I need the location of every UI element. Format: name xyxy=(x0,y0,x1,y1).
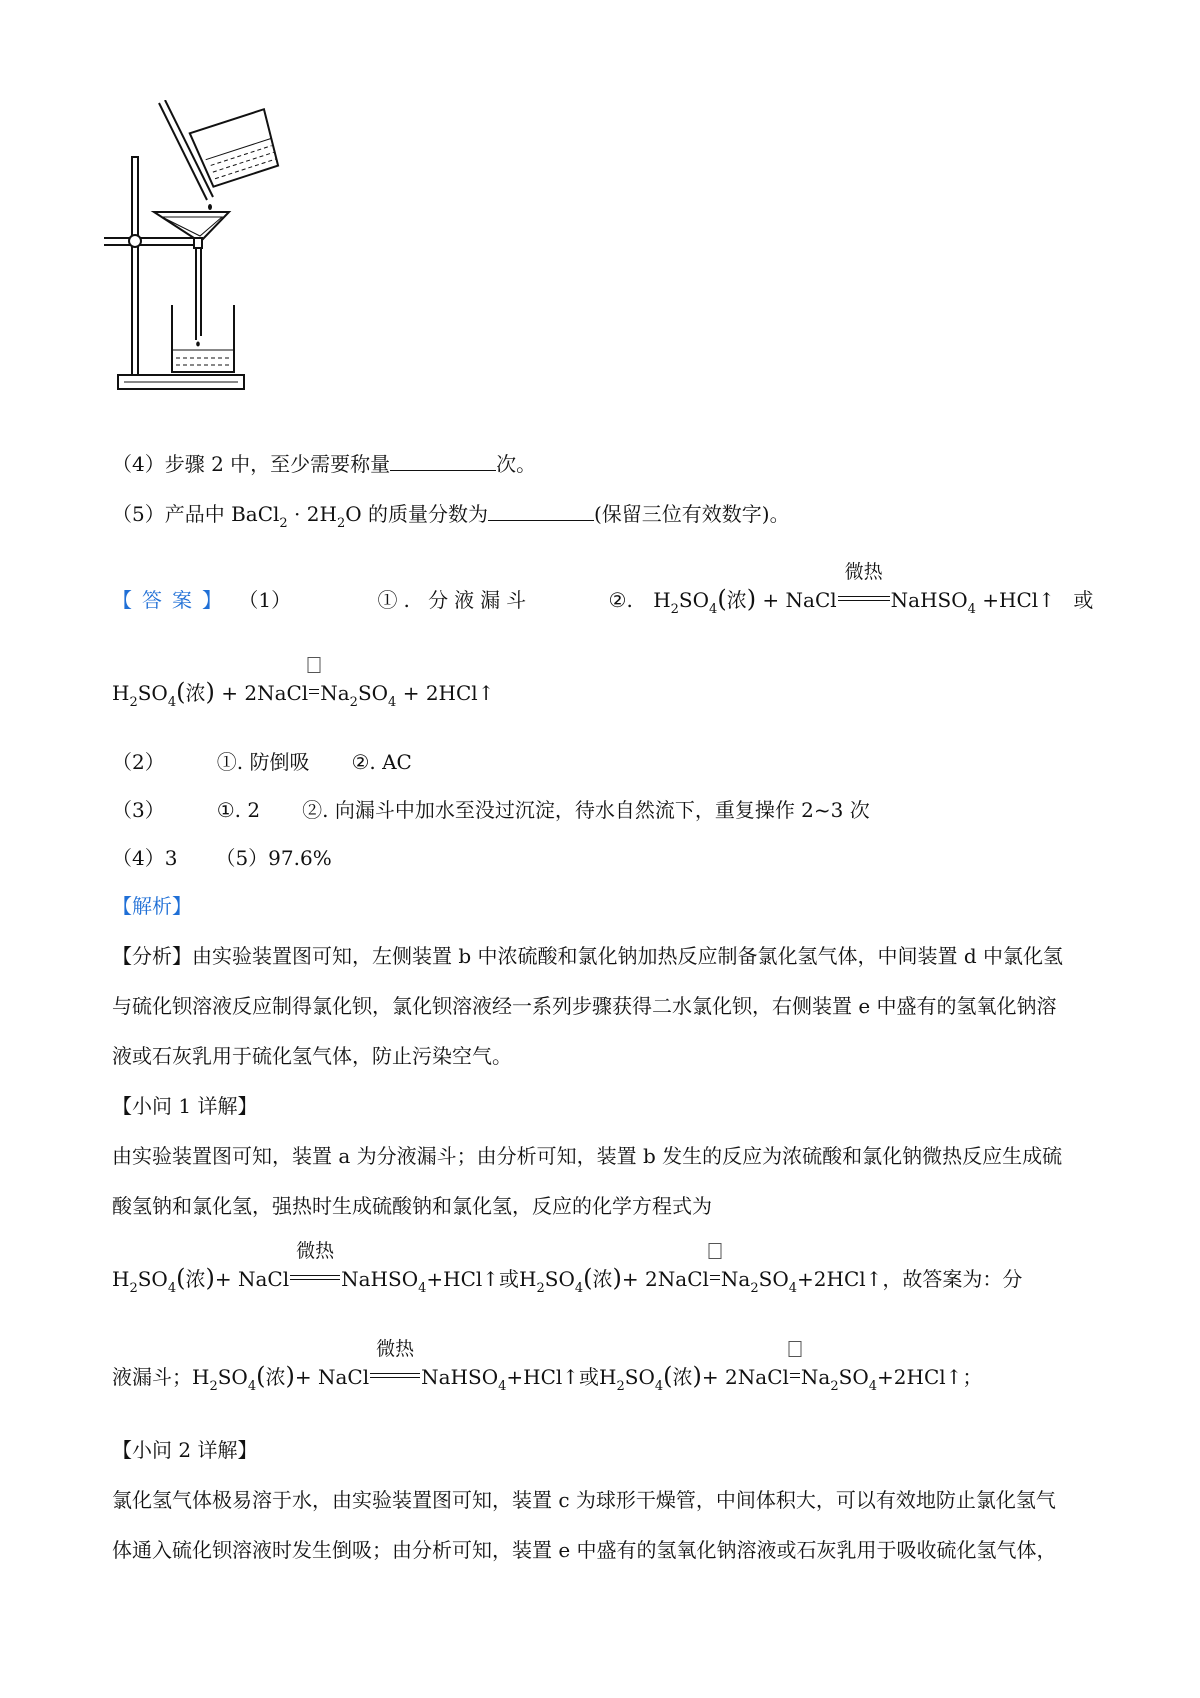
question-4: （4）步骤 2 中，至少需要称量 次。 xyxy=(112,448,536,478)
subquestion-1-answers: 液漏斗；$H_2SO_4$(浓)+ NaCl 微热 NaHSO$_4$+HCl↑或$H_2SO_4$(浓)+ 2NaCl $Na_2SO_4+2HCl↑$； xyxy=(112,1338,983,1394)
answer-blank[interactable] xyxy=(390,448,496,471)
receiving-beaker xyxy=(172,305,234,372)
analysis-paragraph-line2: 与硫化钡溶液反应制得氯化钡，氯化钡溶液经一系列步骤获得二水氯化钡，右侧装置 e 中盛有的氢氧化钠溶 xyxy=(112,994,1057,1018)
subquestion-1-line1: 由实验装置图可知，装置 a 为分液漏斗；由分析可知，装置 b 发生的反应为浓硫酸和氯化钠微热反应生成硫 xyxy=(112,1144,1063,1168)
subquestion-1-line2: 酸氢钠和氯化氢，强热时生成硫酸钠和氯化氢，反应的化学方程式为 xyxy=(112,1194,712,1218)
funnel xyxy=(154,212,229,240)
stand-rod xyxy=(132,157,138,375)
subquestion-2-line1: 氯化氢气体极易溶于水，由实验装置图可知，装置 c 为球形干燥管，中间体积大，可以有效地防止氯化氢气 xyxy=(112,1488,1056,1512)
answer-label: 【答案】 xyxy=(112,588,232,612)
question-5: （5）产品中 BaCl$_2$ · $2H_2O$ 的质量分数为 (保留三位有效数字)。 xyxy=(112,498,790,532)
subquestion-1-equations: $H_2SO_4$(浓)+ NaCl 微热 NaHSO$_4$+HCl↑或$H_2SO_4$(浓)+ 2NaCl $Na_2SO_4+2HCl↑$，故答案为：分 xyxy=(112,1240,1023,1296)
subquestion-1-label: 【小问 1 详解】 xyxy=(112,1094,258,1118)
subquestion-2-label: 【小问 2 详解】 xyxy=(112,1438,258,1462)
analysis-paragraph-line1: 【分析】由实验装置图可知，左侧装置 b 中浓硫酸和氯化钠加热反应制备氯化氢气体，中间装置 d 中氯化氢 xyxy=(112,944,1064,968)
analysis-label: 【解析】 xyxy=(112,894,192,918)
heat-mark xyxy=(308,657,321,673)
subquestion-2-line2: 体通入硫化钡溶液时发生倒吸；由分析可知，装置 e 中盛有的氢氧化钠溶液或石灰乳用于吸收硫化氢气体， xyxy=(112,1538,1057,1562)
answer-1-equation-2: $H_2SO_4$(浓) + 2NaCl $Na_2SO_4$ + 2HCl↑ xyxy=(112,678,494,711)
filtration-apparatus-figure xyxy=(104,100,284,400)
answer-2: （2） ①. 防倒吸 ②. AC xyxy=(112,750,412,774)
analysis-paragraph-line3: 液或石灰乳用于硫化氢气体，防止污染空气。 xyxy=(112,1044,512,1068)
answer-blank[interactable] xyxy=(488,498,594,521)
equation-micro-heat: $H_2SO_4$(浓) + NaCl 微热 NaHSO$_4$ +HCl↑ xyxy=(653,561,1055,617)
answer-4-5: （4）3 （5）97.6% xyxy=(112,846,332,870)
answer-3: （3） ①. 2 ②. 向漏斗中加水至没过沉淀，待水自然流下，重复操作 2~3 次 xyxy=(112,798,870,822)
answer-1-line: 【答案】 （1） ①. 分液漏斗 ②. $H_2SO_4$(浓) + NaCl 微热 NaHSO$_4$ +HCl↑ 或 xyxy=(112,561,1094,617)
